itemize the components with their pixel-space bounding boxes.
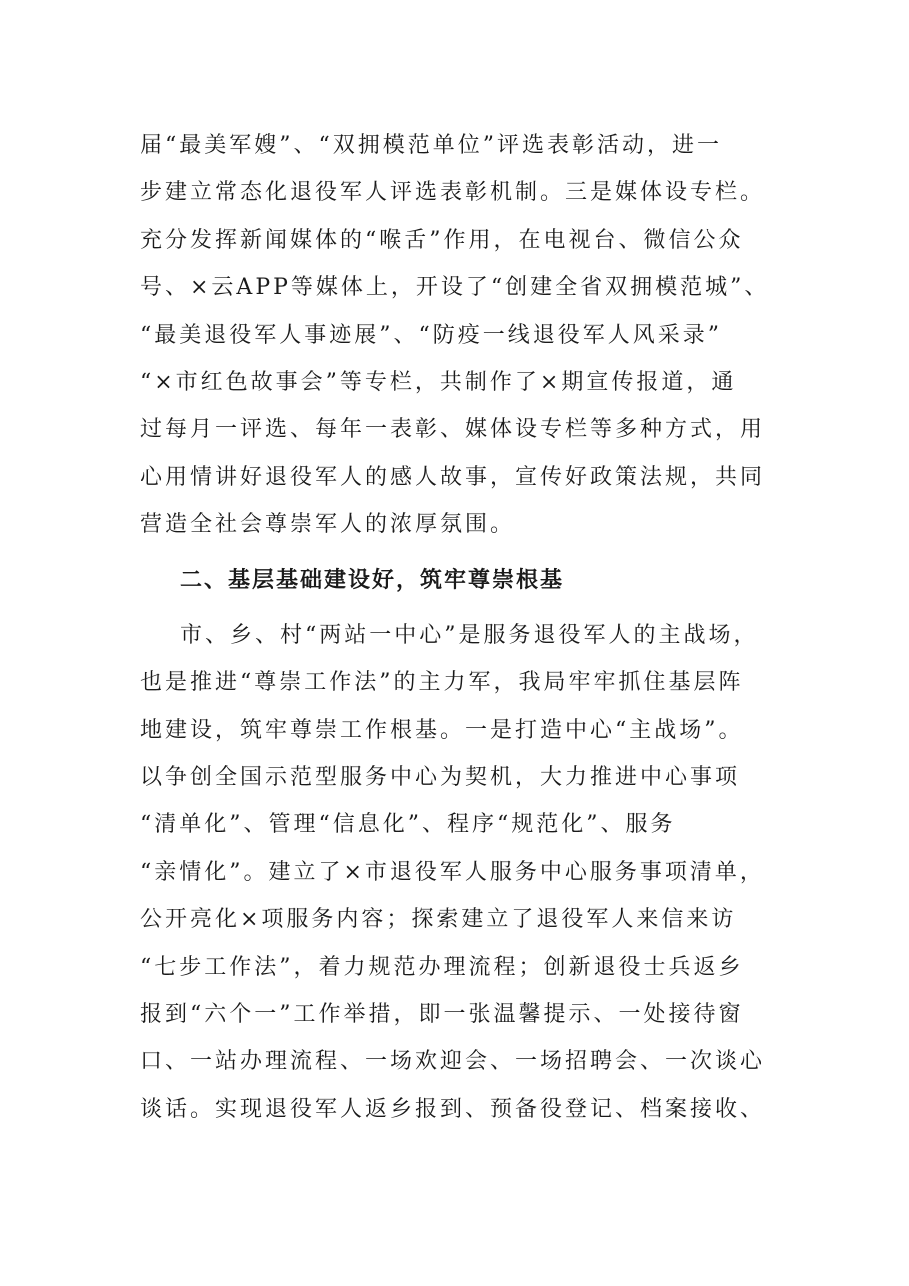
paragraph-line: 号、×云APP等媒体上，开设了“创建全省双拥模范城”、 (140, 275, 770, 301)
paragraph-line: 口、一站办理流程、一场欢迎会、一场招聘会、一次谈心 (140, 1049, 766, 1075)
paragraph-line: 报到“六个一”工作举措，即一张温馨提示、一处接待窗 (140, 1002, 744, 1028)
document-body (140, 122, 773, 1133)
paragraph-line: 地建设，筑牢尊崇工作根基。一是打造中心“主战场”。 (140, 717, 744, 743)
section-spacer (140, 549, 773, 557)
paragraph-line: 届“最美军嫂”、“双拥模范单位”评选表彰活动，进一 (140, 133, 722, 158)
paragraph-line: 以争创全国示范型服务中心为契机，大力推进中心事项 (140, 765, 741, 791)
section-heading: 二、基层基础建设好，筑牢尊崇根基 (180, 567, 565, 593)
paragraph-line: 营造全社会尊崇军人的浓厚氛围。 (140, 512, 516, 538)
paragraph-line: “亲情化”。建立了×市退役军人服务中心服务事项清单， (140, 859, 765, 885)
paragraph-line: “最美退役军人事迹展”、“防疫一线退役军人风采录” (140, 322, 722, 348)
paragraph-line: 市、乡、村“两站一中心”是服务退役军人的主战场， (180, 622, 759, 648)
paragraph-media-column (140, 122, 773, 549)
paragraph-line: 谈话。实现退役军人返乡报到、预备役登记、档案接收、 (140, 1096, 766, 1122)
paragraph-line: 也是推进“尊崇工作法”的主力军，我局牢牢抓住基层阵 (140, 670, 744, 696)
paragraph-line: 充分发挥新闻媒体的“喉舌”作用，在电视台、微信公众 (140, 227, 744, 253)
paragraph-line: “×市红色故事会”等专栏，共制作了×期宣传报道，通 (140, 369, 737, 395)
paragraph-line: 步建立常态化退役军人评选表彰机制。三是媒体设专栏。 (140, 180, 766, 206)
paragraph-line: 心用情讲好退役军人的感人故事，宣传好政策法规，共同 (140, 464, 766, 490)
paragraph-line: “清单化”、管理“信息化”、程序“规范化”、服务 (140, 812, 676, 838)
paragraph-line: 公开亮化×项服务内容；探索建立了退役军人来信来访 (140, 907, 737, 933)
paragraph-line: “七步工作法”，着力规范办理流程；创新退役士兵返乡 (140, 954, 744, 980)
paragraph-grassroots (140, 612, 773, 1133)
paragraph-line: 过每月一评选、每年一表彰、媒体设专栏等多种方式，用 (140, 417, 766, 443)
section-spacer (140, 604, 773, 612)
